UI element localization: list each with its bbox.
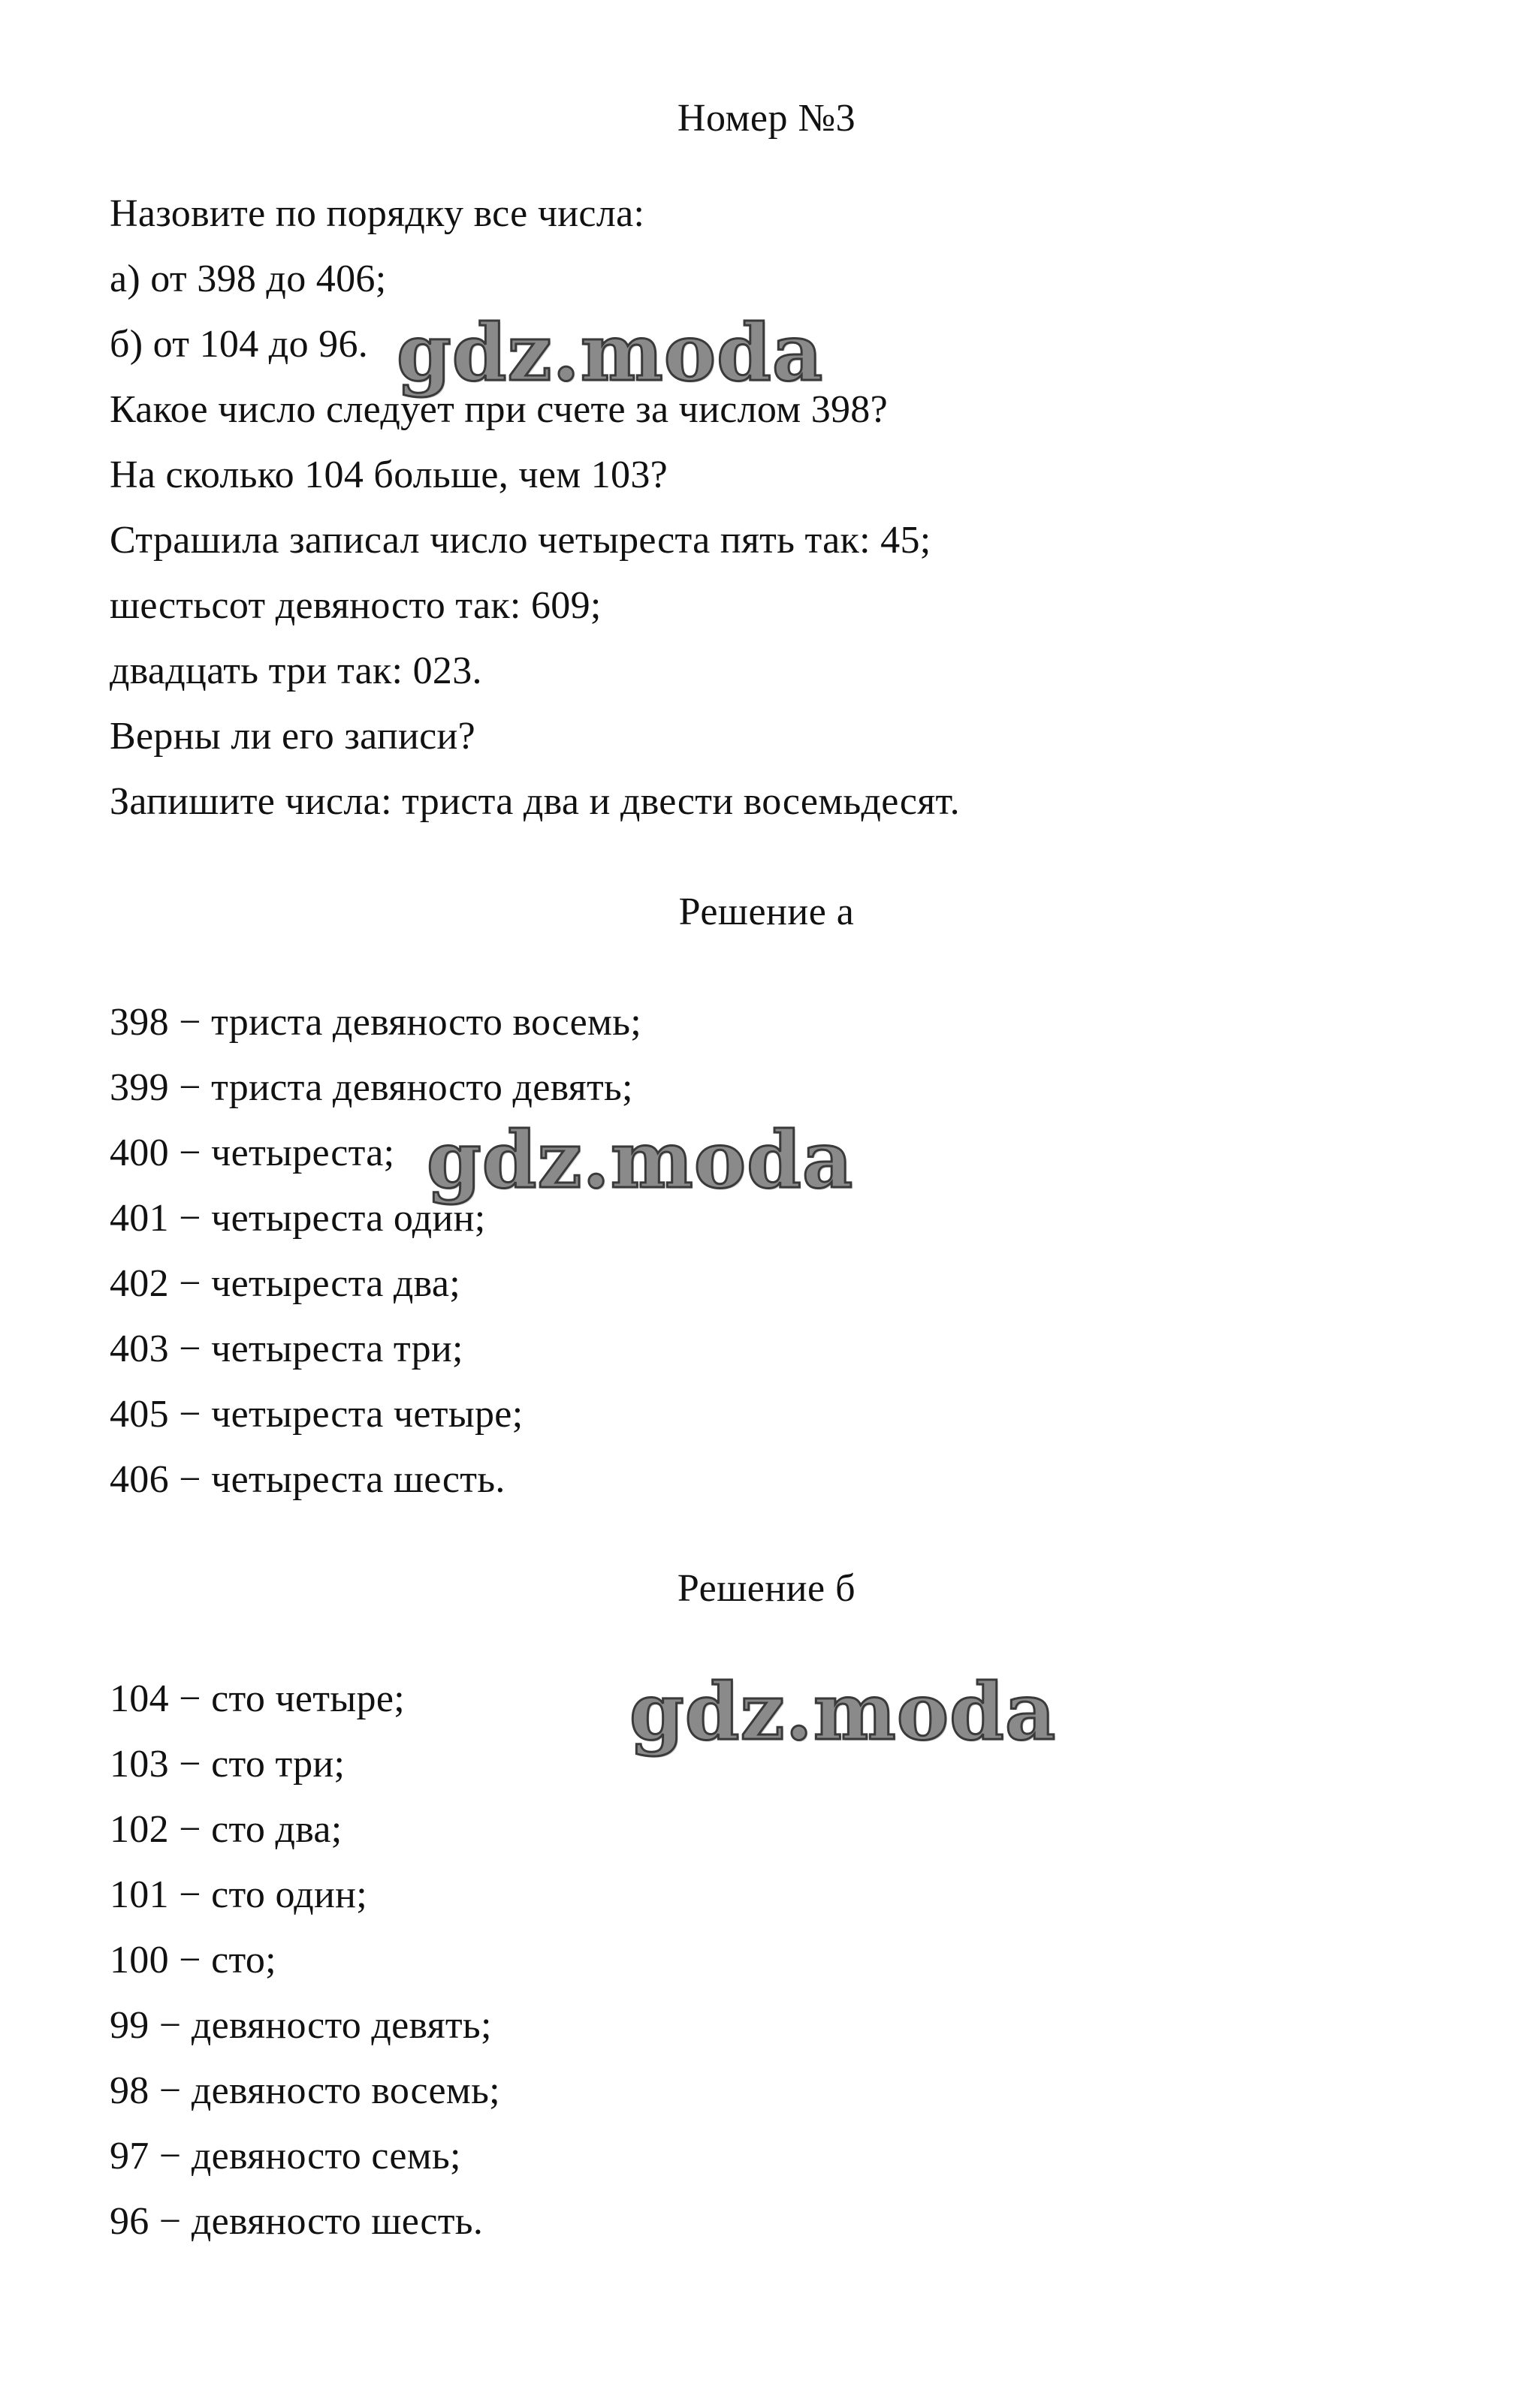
problem-line: шестьсот девяносто так: 609; — [110, 584, 602, 627]
solution-b-line: 104 − сто четыре; — [110, 1677, 405, 1720]
solution-b-line: 101 − сто один; — [110, 1873, 368, 1916]
problem-line: Назовите по порядку все числа: — [110, 192, 645, 235]
problem-line: Какое число следует при счете за числом 398? — [110, 388, 888, 431]
solution-a-line: 401 − четыреста один; — [110, 1197, 486, 1240]
problem-line: На сколько 104 больше, чем 103? — [110, 454, 668, 496]
solution-b-line: 100 − сто; — [110, 1939, 276, 1982]
problem-line: Запишите числа: триста два и двести восемьдесят. — [110, 780, 960, 823]
solution-a-line: 400 − четыреста; — [110, 1132, 395, 1174]
solution-a-line: 403 − четыреста три; — [110, 1328, 463, 1370]
solution-b-line: 98 − девяносто восемь; — [110, 2069, 500, 2112]
problem-line: а) от 398 до 406; — [110, 258, 387, 300]
problem-line: Страшила записал число четыреста пять так: 45; — [110, 519, 931, 562]
solution-a-title: Решение а — [678, 891, 855, 933]
solution-a-line: 402 − четыреста два; — [110, 1262, 460, 1305]
solution-b-line: 96 − девяносто шесть. — [110, 2200, 484, 2243]
problem-line: двадцать три так: 023. — [110, 649, 482, 692]
solution-a-line: 406 − четыреста шесть. — [110, 1458, 505, 1501]
solution-a-line: 405 − четыреста четыре; — [110, 1393, 524, 1436]
solution-a-line: 398 − триста девяносто восемь; — [110, 1001, 641, 1044]
problem-line: Верны ли его записи? — [110, 715, 475, 758]
watermark-logo: gdz.moda — [427, 1114, 854, 1206]
solution-b-line: 103 − сто три; — [110, 1743, 346, 1786]
watermark-logo: gdz.moda — [629, 1665, 1057, 1758]
problem-title: Номер №3 — [677, 97, 856, 140]
solution-b-line: 97 − девяносто семь; — [110, 2135, 461, 2177]
problem-line: б) от 104 до 96. — [110, 323, 369, 366]
solution-a-line: 399 − триста девяносто девять; — [110, 1066, 633, 1109]
solution-b-line: 102 − сто два; — [110, 1808, 343, 1851]
watermark-logo: gdz.moda — [397, 306, 824, 399]
solution-b-title: Решение б — [677, 1567, 856, 1610]
solution-b-line: 99 − девяносто девять; — [110, 2004, 492, 2047]
